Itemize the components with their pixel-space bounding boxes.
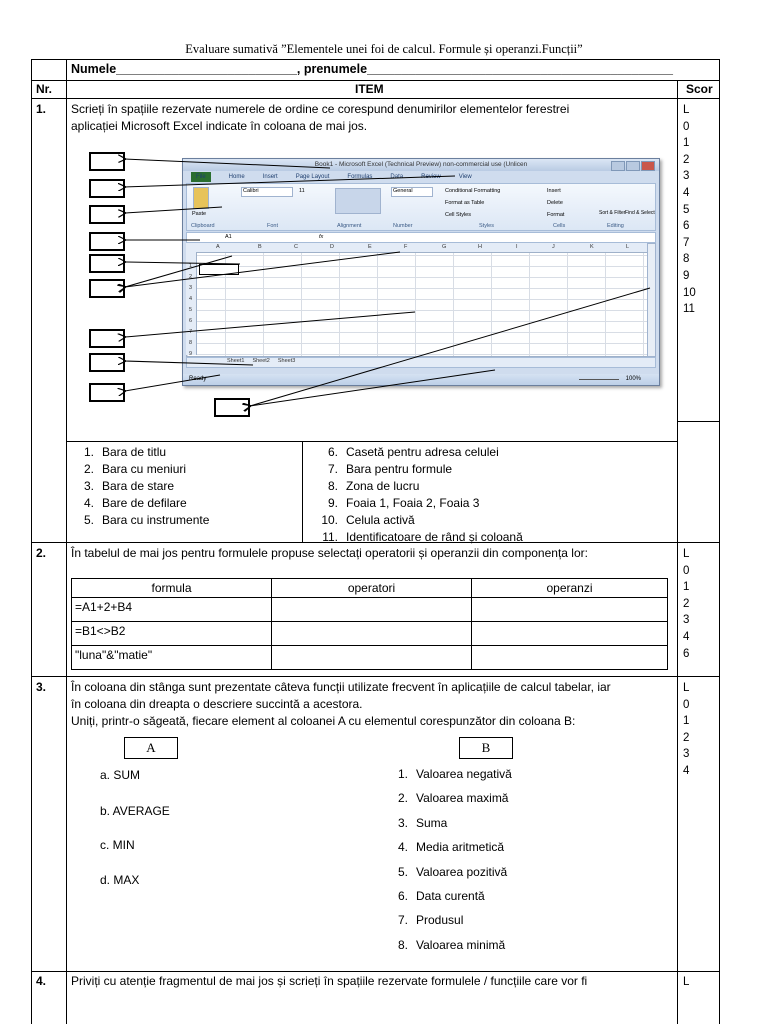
item-label: Valoarea pozitivă	[416, 864, 508, 879]
item-label: Valoarea negativă	[416, 767, 512, 781]
group-label: Styles	[479, 223, 494, 229]
q1-score-column	[683, 102, 696, 318]
maximize-icon	[626, 161, 640, 171]
item-label: Suma	[416, 815, 448, 830]
column-header: I	[516, 244, 518, 250]
table-line	[66, 59, 67, 1024]
item-number: 10.	[321, 513, 338, 527]
function-item[interactable]: b. AVERAGE	[100, 804, 170, 818]
find-select: Find & Select	[625, 210, 655, 216]
q4-number: 4.	[36, 974, 47, 988]
column-header: G	[442, 244, 447, 250]
q3-text-line2: în coloana din dreapta o descriere succintă a acestora.	[71, 697, 363, 711]
description-item[interactable]	[386, 766, 512, 790]
column-header: F	[404, 244, 408, 250]
q3-text-line3: Uniți, printr-o săgeată, fiecare element al coloanei A cu elementul corespunzător din coloana B:	[71, 714, 576, 728]
operands-cell[interactable]	[472, 598, 668, 622]
item-number: 5.	[83, 513, 94, 527]
score-value: 0	[683, 698, 690, 711]
file-tab: File	[191, 172, 211, 182]
item-label: Valoarea maximă	[416, 791, 509, 806]
score-value: 1	[683, 581, 690, 594]
score-value: L	[683, 548, 690, 560]
table-row	[72, 646, 668, 670]
list-item	[316, 444, 523, 461]
name-box: A1	[225, 234, 232, 240]
column-headers	[186, 243, 647, 253]
q1-text-line2: aplicației Microsoft Excel indicate în coloana de mai jos.	[71, 119, 368, 133]
column-header: K	[590, 244, 594, 250]
score-value: 9	[683, 269, 690, 282]
cell-styles: Cell Styles	[445, 212, 471, 218]
item-label: Bara de titlu	[102, 445, 167, 459]
table-line	[719, 59, 720, 1024]
list-item	[72, 512, 209, 529]
menu-item: Insert	[262, 174, 278, 180]
group-label: Number	[393, 223, 413, 229]
column-header: H	[478, 244, 482, 250]
item-number: 3.	[397, 815, 408, 830]
format-as-table: Format as Table	[445, 200, 485, 206]
answer-box[interactable]	[89, 383, 125, 402]
score-value: 0	[683, 120, 690, 133]
item-number: 4.	[397, 840, 408, 855]
item-label: Zona de lucru	[346, 479, 420, 493]
answer-box[interactable]	[89, 279, 125, 298]
q1-text-line1: Scrieți în spațiile rezervate numerele de ordine ce corespund denumirilor elementelor ferestrei	[71, 102, 570, 116]
list-item	[72, 444, 209, 461]
operators-cell[interactable]	[272, 598, 472, 622]
column-header: J	[552, 244, 555, 250]
score-value: L	[683, 682, 690, 694]
list-item	[316, 495, 523, 512]
q3-text-line1: În coloana din stânga sunt prezentate câteva funcții utilizate frecvent în aplicațiile de calcul tabelar, iar	[71, 680, 611, 694]
operators-cell[interactable]	[272, 622, 472, 646]
zoom-level: 100%	[625, 376, 641, 382]
item-label: Bara de stare	[102, 479, 175, 493]
group-label: Clipboard	[191, 223, 215, 229]
table-line	[302, 441, 303, 542]
q3-column-b	[386, 766, 512, 961]
column-header: C	[294, 244, 298, 250]
item-label: Foaia 1, Foaia 2, Foaia 3	[346, 496, 480, 510]
score-value: L	[683, 104, 690, 116]
font-name: Calibri	[243, 188, 259, 194]
formula-cell: =A1+2+B4	[72, 598, 272, 622]
name-line[interactable]: Numele__________________________, prenumele____________________________________________	[71, 62, 673, 76]
item-number: 2.	[397, 791, 408, 806]
row-header: 2	[189, 274, 193, 280]
q4-text: Priviți cu atenție fragmentul de mai jos și scrieți în spațiile rezervate formulele / funcțiile care vor fi	[71, 974, 588, 988]
q1-list-left	[72, 444, 209, 529]
item-number: 4.	[83, 496, 94, 510]
item-label: Produsul	[416, 913, 464, 928]
item-label: Casetă pentru adresa celulei	[346, 445, 499, 459]
status-text: Ready	[189, 376, 207, 382]
list-item	[316, 461, 523, 478]
item-number: 9.	[327, 496, 338, 510]
minimize-icon	[611, 161, 625, 171]
table-line	[31, 59, 719, 60]
group-label: Cells	[553, 223, 566, 229]
formula-bar	[186, 232, 656, 243]
column-header: L	[626, 244, 630, 250]
list-item	[72, 461, 209, 478]
item-label: Celula activă	[346, 513, 415, 527]
answer-box[interactable]	[89, 205, 125, 224]
excel-status-bar	[183, 374, 659, 385]
list-item	[72, 495, 209, 512]
q2-text: În tabelul de mai jos pentru formulele propuse selectați operatorii și operanzii din componența lor:	[71, 546, 588, 560]
answer-box[interactable]	[89, 329, 125, 348]
answer-box[interactable]	[89, 353, 125, 372]
excel-menu-bar	[183, 172, 659, 182]
formula-cell: =B1<>B2	[72, 622, 272, 646]
q1-list-right	[316, 444, 523, 546]
q4-score: L	[683, 976, 690, 988]
function-item[interactable]: d. MAX	[100, 873, 140, 887]
table-row	[72, 622, 668, 646]
description-item[interactable]	[386, 839, 512, 863]
operands-cell[interactable]	[472, 622, 668, 646]
item-number: 1.	[397, 767, 408, 781]
active-cell	[199, 264, 239, 275]
column-header: operanzi	[472, 579, 668, 598]
header-nr: Nr.	[36, 82, 53, 96]
score-value: 3	[683, 614, 690, 627]
description-item[interactable]	[386, 888, 512, 912]
function-item[interactable]: a. SUM	[100, 768, 141, 782]
row-header: 3	[189, 285, 193, 291]
column-header: operatori	[272, 579, 472, 598]
page-title: Evaluare sumativă ”Elementele unei foi de calcul. Formule și operanzi.Funcții”	[185, 42, 583, 56]
item-number: 2.	[83, 462, 94, 476]
table-line	[31, 80, 719, 81]
excel-window-screenshot	[182, 158, 660, 386]
operands-cell[interactable]	[472, 646, 668, 670]
score-value: 0	[683, 564, 690, 577]
row-header: 1	[189, 263, 193, 269]
item-label: Bara cu meniuri	[102, 462, 187, 476]
formula-cell: "luna"&"matie"	[72, 646, 272, 670]
row-header: 4	[189, 296, 193, 302]
table-row	[72, 598, 668, 622]
close-icon	[641, 161, 655, 171]
fx-icon: fx	[319, 234, 324, 240]
score-value: 10	[683, 286, 696, 299]
answer-box[interactable]	[89, 152, 125, 171]
score-value: 3	[683, 748, 690, 761]
header-scor: Scor	[686, 82, 713, 96]
sheet-tab: Sheet2	[252, 358, 270, 364]
operators-cell[interactable]	[272, 646, 472, 670]
score-value: 2	[683, 597, 690, 610]
item-number: 6.	[327, 445, 338, 459]
conditional-formatting: Conditional Formatting	[445, 188, 501, 194]
score-value: 4	[683, 630, 690, 643]
worksheet-grid	[186, 243, 649, 357]
function-item[interactable]: c. MIN	[100, 838, 135, 852]
score-value: 2	[683, 731, 690, 744]
sort-filter: Sort & Filter	[599, 210, 626, 216]
menu-item: View	[458, 174, 472, 180]
score-value: 1	[683, 137, 690, 150]
column-header: D	[330, 244, 334, 250]
description-item[interactable]	[386, 912, 512, 936]
table-line	[31, 59, 32, 1024]
score-value: 11	[683, 303, 695, 316]
menu-item: Data	[390, 174, 404, 180]
paste-icon	[193, 187, 209, 209]
item-label: Data curentă	[416, 888, 485, 903]
header-item: ITEM	[355, 82, 384, 96]
table-line	[31, 676, 719, 677]
score-value: 4	[683, 764, 690, 777]
score-value: 5	[683, 203, 690, 216]
column-b-label: B	[459, 737, 513, 759]
sheet-tabs	[186, 357, 656, 368]
item-number: 5.	[397, 864, 408, 879]
row-header: 6	[189, 318, 193, 324]
score-value: 6	[683, 647, 690, 660]
vertical-scrollbar	[647, 243, 656, 357]
list-item	[72, 478, 209, 495]
answer-box[interactable]	[89, 254, 125, 273]
column-a-label: A	[124, 737, 178, 759]
font-size: 11	[299, 188, 305, 194]
item-number: 6.	[397, 888, 408, 903]
item-number: 7.	[327, 462, 338, 476]
group-label: Editing	[607, 223, 624, 229]
list-item	[316, 529, 523, 546]
q2-table	[71, 578, 668, 670]
menu-item: Formulas	[347, 174, 373, 180]
table-line	[66, 441, 677, 442]
score-value: 8	[683, 253, 690, 266]
alignment-icons	[335, 188, 381, 214]
table-line	[31, 971, 719, 972]
number-format: General	[393, 188, 413, 194]
group-label: Font	[267, 223, 279, 229]
menu-item: Home	[228, 174, 245, 180]
row-headers	[186, 252, 197, 355]
item-label: Media aritmetică	[416, 840, 505, 855]
list-item	[316, 512, 523, 529]
item-number: 3.	[83, 479, 94, 493]
table-line	[31, 98, 719, 99]
format-cells: Format	[547, 212, 565, 218]
column-header: A	[216, 244, 220, 250]
column-header: E	[368, 244, 372, 250]
delete-cells: Delete	[547, 200, 563, 206]
row-header: 8	[189, 340, 193, 346]
menu-item: Review	[421, 174, 441, 180]
item-label: Bara cu instrumente	[102, 513, 210, 527]
excel-title-bar: Book1 - Microsoft Excel (Technical Preview) non-commercial use (Unlicen	[183, 159, 659, 171]
insert-cells: Insert	[547, 188, 561, 194]
q2-score-column	[683, 546, 689, 662]
row-header: 9	[189, 351, 193, 357]
item-number: 11.	[322, 530, 338, 544]
item-label: Valoarea minimă	[416, 937, 506, 952]
description-item[interactable]	[386, 937, 512, 961]
q1-number: 1.	[36, 102, 47, 116]
sheet-tab: Sheet3	[277, 358, 296, 364]
menu-item: Page Layout	[295, 174, 330, 180]
q2-number: 2.	[36, 546, 47, 560]
score-value: 1	[683, 715, 690, 728]
item-number: 7.	[397, 913, 408, 928]
group-label: Alignment	[337, 223, 362, 229]
item-label: Bare de defilare	[102, 496, 187, 510]
row-header: 5	[189, 307, 193, 313]
zoom-slider	[579, 379, 619, 380]
window-buttons	[611, 161, 655, 169]
column-header: formula	[72, 579, 272, 598]
list-item	[316, 478, 523, 495]
description-item[interactable]	[386, 790, 512, 814]
table-header-row	[72, 579, 668, 598]
answer-box[interactable]	[89, 232, 125, 251]
score-value: 7	[683, 236, 690, 249]
score-value: 2	[683, 153, 690, 166]
description-item[interactable]	[386, 864, 512, 888]
score-value: 4	[683, 186, 690, 199]
q3-number: 3.	[36, 680, 47, 694]
item-number: 8.	[397, 937, 408, 952]
answer-box[interactable]	[214, 398, 250, 417]
description-item[interactable]	[386, 815, 512, 839]
item-label: Bara pentru formule	[346, 462, 453, 476]
paste-label: Paste	[192, 211, 207, 217]
excel-ribbon	[186, 183, 656, 231]
table-line	[677, 421, 719, 422]
row-header: 7	[189, 329, 193, 335]
column-header: B	[258, 244, 262, 250]
score-value: 3	[683, 170, 690, 183]
answer-box[interactable]	[89, 179, 125, 198]
score-value: 6	[683, 220, 690, 233]
item-number: 8.	[327, 479, 338, 493]
table-line	[677, 80, 678, 1024]
item-label: Identificatoare de rând și coloană	[346, 530, 523, 544]
q3-score-column	[683, 680, 689, 780]
sheet-tab: Sheet1	[227, 358, 245, 364]
item-number: 1.	[83, 445, 94, 459]
